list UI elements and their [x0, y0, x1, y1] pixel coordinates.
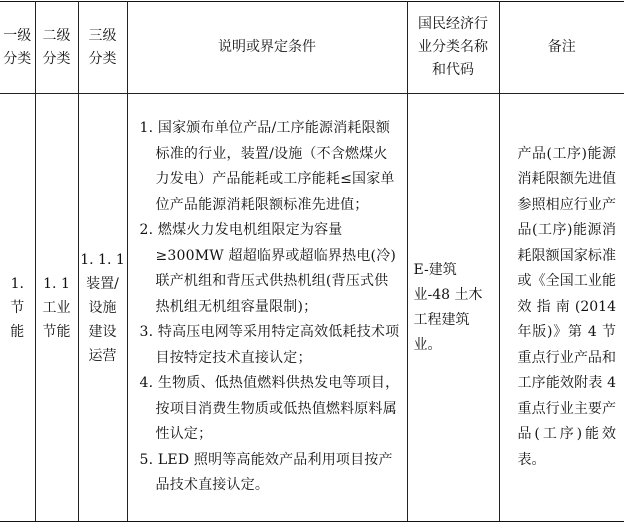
level1-char-2: 能: [10, 323, 25, 340]
level3-line-2: 设施: [88, 299, 117, 316]
header-level1: [0, 2, 35, 94]
header-description: [127, 2, 407, 94]
condition-item-5: 5. LED 照明等高能效产品利用项目按产品技术直接认定。: [139, 451, 393, 494]
condition-item-4: 4. 生物质、低热值燃料供热发电等项目，按项目消费生物质或低热值燃料原料属性认定；: [139, 375, 400, 443]
level3-line-1: 装置/: [86, 275, 119, 292]
header-industry: [407, 2, 499, 94]
level1-cell: [0, 94, 35, 522]
header-row: [0, 2, 624, 94]
level3-line-4: 运营: [88, 347, 117, 364]
header-level2-text: 二级分类: [42, 27, 71, 67]
classification-table: [0, 1, 624, 522]
level1-char-1: 节: [10, 299, 25, 316]
description-cell: [127, 94, 407, 522]
header-level1-text: 一级分类: [3, 27, 32, 67]
header-industry-text: 国民经济行业分类名称和代码: [418, 16, 488, 78]
level2-line-1: 工业: [42, 299, 71, 316]
level3-line-3: 建设: [88, 323, 117, 340]
header-level2: [35, 2, 78, 94]
level2-line-2: 节能: [42, 323, 71, 340]
remarks-text: 产品(工序)能源消耗限额先进值参照相应行业产品(工序)能源消耗限额国家标准或《全国工业能效指南(2014 年版)》第 4 节重点行业产品和工序能效附表 4 重点行业主要产品(工序)能效表。: [517, 145, 616, 468]
table-row: [0, 94, 624, 522]
industry-cell: [407, 94, 499, 522]
header-level3-text: 三级分类: [88, 27, 117, 67]
header-level3: [78, 2, 127, 94]
remarks-cell: [499, 94, 624, 522]
conditions-list: [140, 116, 401, 499]
level3-number: 1. 1. 1: [80, 251, 125, 268]
header-remarks-text: 备注: [547, 39, 576, 55]
condition-item-2: 2. 燃煤火力发电机组限定为容量≥300MW 超超临界或超临界热电(冷)联产机组和背压式供热机组(背压式供热机组无机组容量限制)；: [139, 222, 397, 315]
header-description-text: 说明或界定条件: [218, 39, 316, 55]
industry-code: E-建筑业-48 土木工程建筑业。: [413, 261, 483, 353]
level1-number: 1.: [10, 275, 24, 292]
header-remarks: [499, 2, 624, 94]
level2-cell: [35, 94, 78, 522]
level3-cell: [78, 94, 127, 522]
condition-item-1: 1. 国家颁布单位产品/工序能源消耗限额标准的行业，装置/设施（不含燃煤火力发电）产品能耗或工序能耗≤国家单位产品能源消耗限额标准先进值；: [139, 120, 395, 213]
level2-number: 1. 1: [43, 275, 70, 292]
condition-item-3: 3. 特高压电网等采用特定高效低耗技术项目按特定技术直接认定；: [139, 324, 400, 366]
